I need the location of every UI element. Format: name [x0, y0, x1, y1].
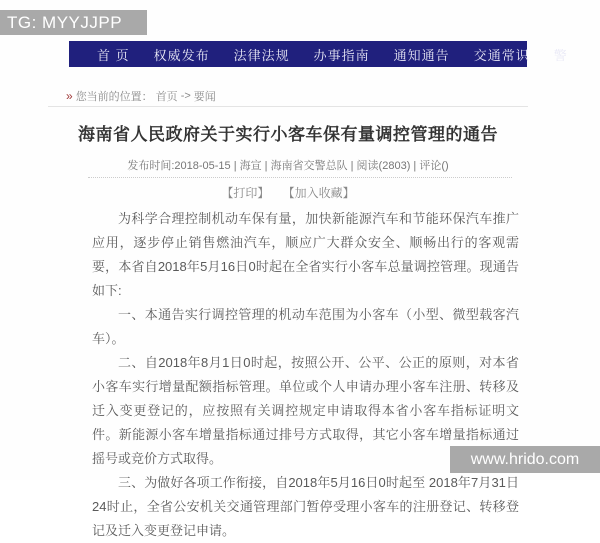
- article-paragraph: 二、自2018年8月1日0时起，按照公开、公平、公正的原则，对本省小客车实行增量配额指标管理。单位或个人申请办理小客车注册、转移及迁入变更登记的，应按照有关调控规定申请取得本省小客车指标证明文件。新能源小客车增量指标通过排号方式取得，其它小客车增量指标通过摇号或竞价方式取得。: [92, 355, 519, 466]
- page-title: 海南省人民政府关于实行小客车保有量调控管理的通告: [78, 125, 498, 144]
- meta-divider: [88, 177, 512, 178]
- site-watermark: www.hrido.com: [450, 446, 600, 473]
- breadcrumb: [66, 88, 216, 104]
- main-nav: [69, 41, 568, 67]
- breadcrumb-marker-icon: »: [66, 89, 73, 103]
- breadcrumb-label: 您当前的位置：: [75, 91, 153, 103]
- nav-item-service-guide[interactable]: 办事指南: [313, 47, 370, 63]
- article-paragraph: 为科学合理控制机动车保有量，加快新能源汽车和节能环保汽车推广应用，逐步停止销售燃油汽车，顺应广大群众安全、顺畅出行的客观需要，本省自2018年5月16日0时起在全省实行小客车总量调控管理。现通告如下:: [92, 211, 519, 298]
- breadcrumb-arrow: ->: [180, 90, 191, 102]
- add-favorite-button[interactable]: 【加入收藏】: [282, 186, 355, 200]
- nav-item-clipped[interactable]: 警: [553, 47, 568, 63]
- print-button[interactable]: 【打印】: [221, 186, 270, 200]
- nav-item-laws-regulations[interactable]: 法律法规: [233, 47, 290, 63]
- breadcrumb-divider: [48, 106, 528, 107]
- nav-item-traffic-knowledge[interactable]: 交通常识: [473, 47, 530, 63]
- tg-watermark: TG: MYYJJPP: [0, 10, 147, 35]
- article-actions: [48, 184, 528, 201]
- article-paragraph: 三、为做好各项工作衔接，自2018年5月16日0时起至 2018年7月31日24时止，全省公安机关交通管理部门暂停受理小客车的注册登记、转移登记及迁入变更登记申请。: [92, 475, 519, 538]
- article-meta: 发布时间:2018-05-15 | 海宣 | 海南省交警总队 | 阅读(2803) | 评论(): [127, 160, 449, 172]
- article-body: [92, 207, 519, 543]
- breadcrumb-home-link[interactable]: 首页: [155, 91, 178, 103]
- nav-item-home[interactable]: 首 页: [97, 47, 130, 63]
- nav-item-authoritative-release[interactable]: 权威发布: [153, 47, 210, 63]
- article-paragraph: 一、本通告实行调控管理的机动车范围为小客车（小型、微型载客汽车）。: [92, 307, 519, 346]
- breadcrumb-current[interactable]: 要闻: [193, 91, 216, 103]
- nav-item-notices[interactable]: 通知通告: [393, 47, 450, 63]
